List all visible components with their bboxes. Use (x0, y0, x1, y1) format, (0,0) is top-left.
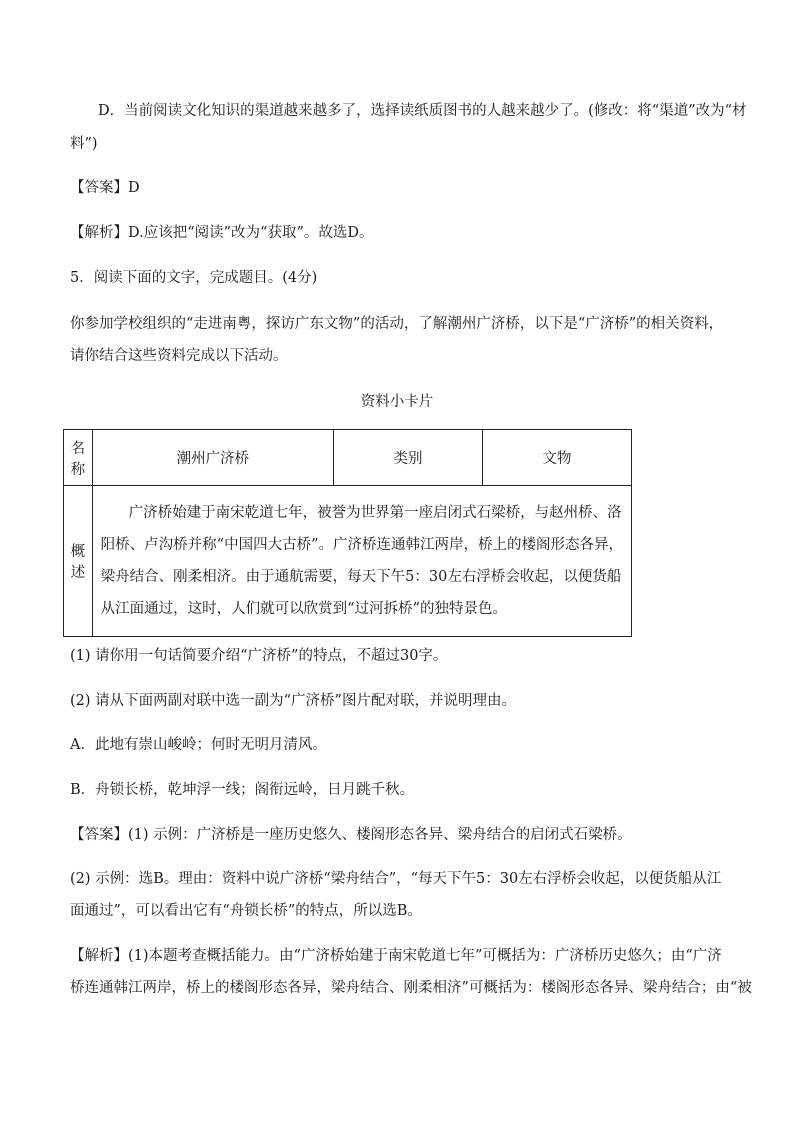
sub-question-2: (2) 请从下面两副对联中选一副为“广济桥”图片配对联，并说明理由。 (70, 693, 516, 709)
intro-line-2: 请你结合这些资料完成以下活动。 (70, 348, 288, 364)
sub-question-1: (1) 请你用一句话简要介绍“广济桥”的特点，不超过30字。 (70, 648, 448, 664)
name-header-cell: 名称 (64, 430, 93, 486)
answer-1: 【答案】D (70, 180, 140, 196)
answer-2-part-2-line-2: 面通过”，可以看出它有“舟锁长桥”的特点，所以选B。 (70, 903, 422, 919)
overview-line: 从江面通过，这时，人们就可以欣赏到“过河拆桥”的独特景色。 (100, 601, 507, 617)
overview-line: 广济桥始建于南宋乾道七年，被誉为世界第一座启闭式石梁桥，与赵州桥、洛 (128, 505, 622, 521)
overview-line: 阳桥、卢沟桥并称“中国四大古桥”。广济桥连通韩江两岸，桥上的楼阁形态各异， (100, 537, 623, 553)
answer-2-part-1: 【答案】(1) 示例：广济桥是一座历史悠久、楼阁形态各异、梁舟结合的启闭式石梁桥。 (70, 827, 632, 843)
answer-2-part-2-line-1: (2) 示例：选B。理由：资料中说广济桥“梁舟结合”，“每天下午5：30左右浮桥会收起，以便货船从江 (70, 871, 722, 887)
overview-content-cell (92, 486, 631, 637)
info-card-table (63, 429, 632, 637)
table-row (64, 430, 632, 486)
question-5: 5．阅读下面的文字，完成题目。(4分) (70, 270, 318, 286)
type-value-cell: 文物 (482, 430, 631, 486)
name-value-cell: 潮州广济桥 (92, 430, 333, 486)
option-d-line-1: D．当前阅读文化知识的渠道越来越多了，选择读纸质图书的人越来越少了。(修改：将“渠道”改为“材 (98, 103, 747, 119)
analysis-2-line-1: 【解析】(1)本题考查概括能力。由“广济桥始建于南宋乾道七年”可概括为：广济桥历史悠久；由“广济 (70, 948, 722, 964)
card-title: 资料小卡片 (360, 394, 434, 410)
intro-line-1: 你参加学校组织的“走进南粤，探访广东文物”的活动，了解潮州广济桥，以下是“广济桥”的相关资料， (70, 316, 724, 332)
analysis-2-line-2: 桥连通韩江两岸，桥上的楼阁形态各异，梁舟结合、刚柔相济”可概括为：楼阁形态各异、梁舟结合；由“被 (70, 980, 752, 996)
option-d-line-2: 料”) (70, 136, 98, 152)
overview-label-cell: 概述 (64, 486, 93, 637)
table-row (64, 486, 632, 637)
analysis-1: 【解析】D.应该把“阅读”改为“获取”。故选D。 (70, 225, 374, 241)
option-a: A．此地有崇山峻岭；何时无明月清风。 (70, 737, 327, 753)
option-b: B．舟锁长桥，乾坤浮一线；阁衔远岭，日月跳千秋。 (70, 782, 415, 798)
type-header-cell: 类别 (334, 430, 483, 486)
overview-line: 梁舟结合、刚柔相济。由于通航需要，每天下午5：30左右浮桥会收起，以便货船 (100, 569, 622, 585)
